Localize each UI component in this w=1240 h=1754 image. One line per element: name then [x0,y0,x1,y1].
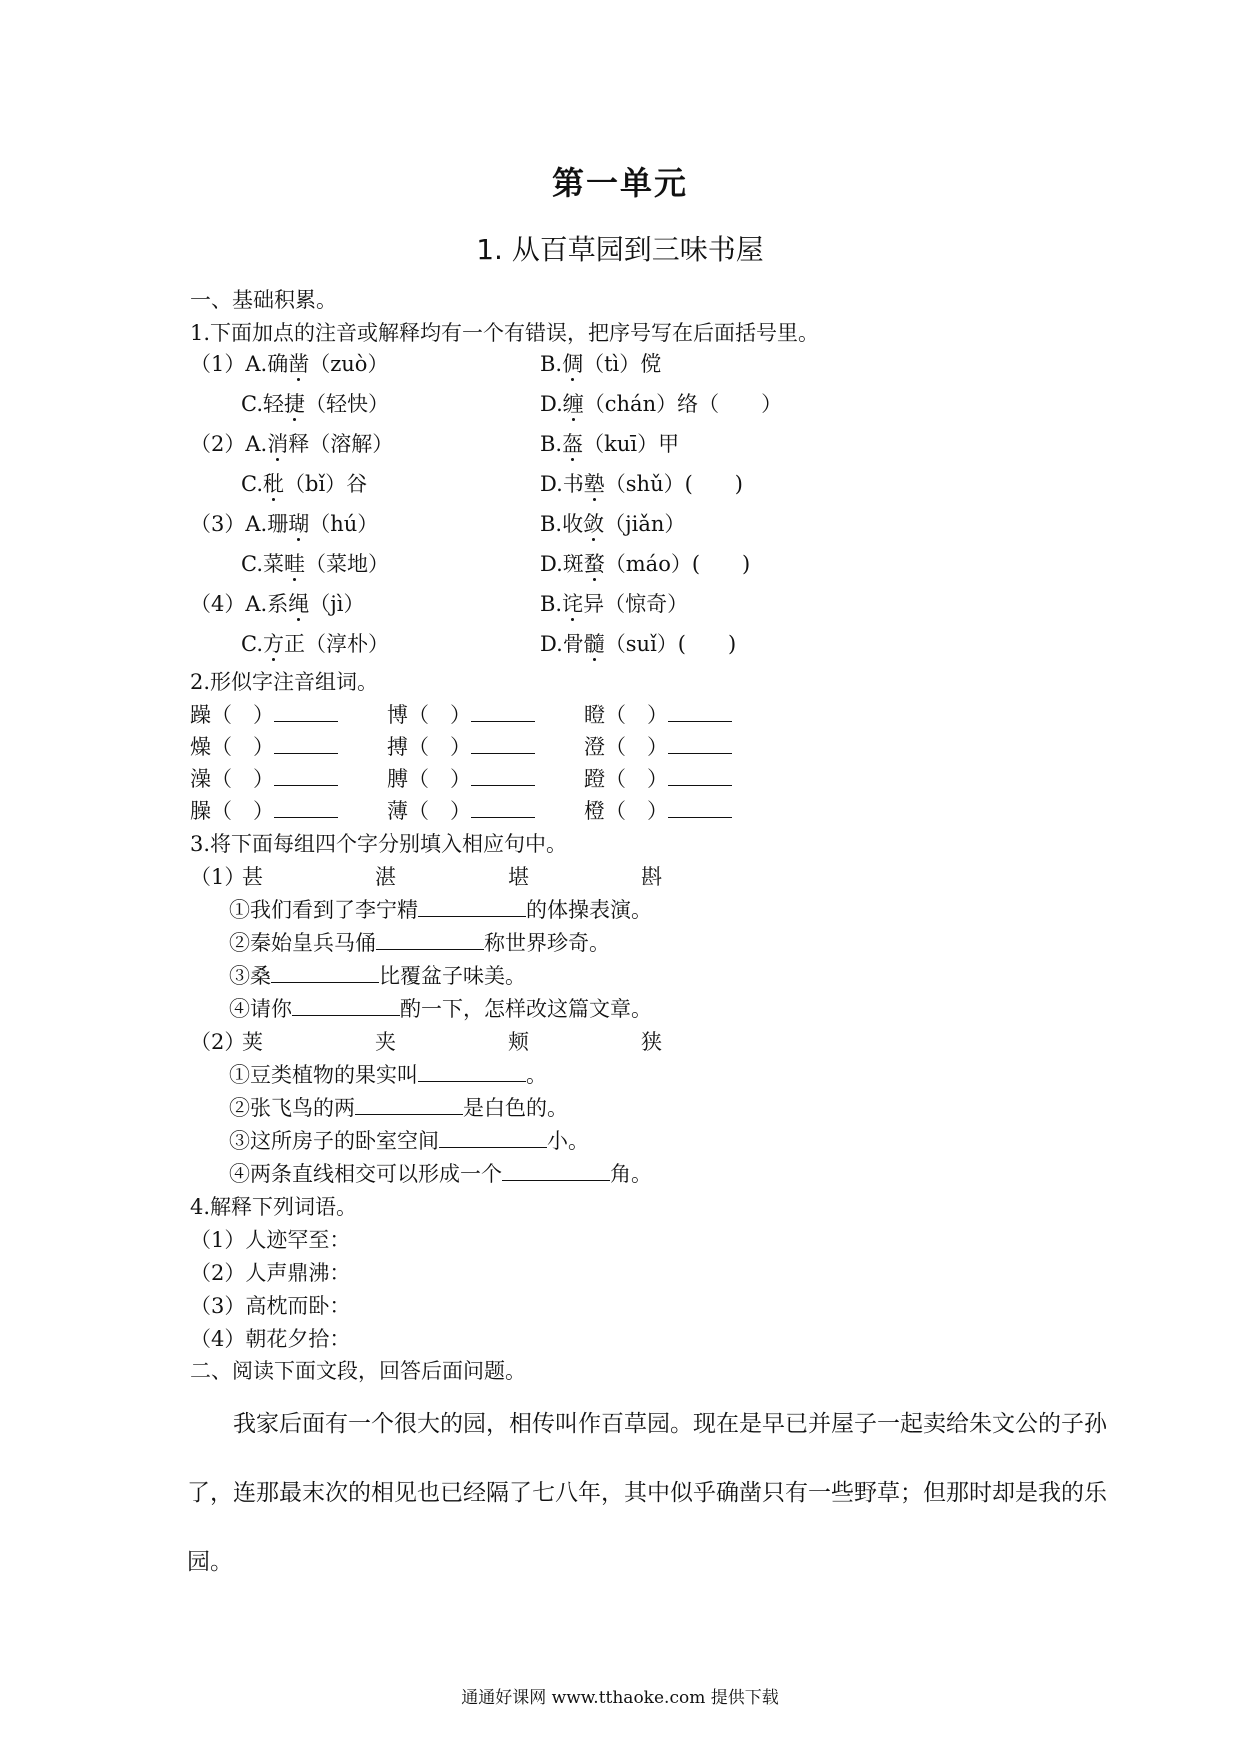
option-text: D. [540,392,563,416]
q1-group-3-option-d [540,550,750,578]
answer-blank[interactable] [668,733,732,754]
sentence-text: ②张飞鸟的两 [229,1096,355,1120]
option-text: （jì） [309,592,365,616]
dotted-char: 捷 [284,392,305,416]
dotted-char: 倜 [562,352,584,376]
answer-blank[interactable] [471,765,535,786]
answer-blank[interactable] [271,962,379,983]
answer-blank[interactable] [274,765,338,786]
q1-group-2-option-a [190,430,393,458]
dotted-char: 方 [263,632,284,656]
option-text: A.确 [245,352,289,376]
answer-blank[interactable] [418,1061,526,1082]
sentence-text: ②秦始皇兵马俑 [229,931,376,955]
dotted-char: 敛 [583,512,605,536]
q1-group-4-option-c [241,630,389,658]
dotted-char: 凿 [288,352,310,376]
answer-blank[interactable] [471,797,535,818]
q3-sentence [229,896,652,924]
q4-item: （1）人迹罕至： [190,1228,351,1252]
q1-group-2-option-b [540,430,679,458]
q1-group-4-option-a [190,590,364,618]
sentence-text: ③桑 [229,964,271,988]
option-text: （bǐ）谷 [284,472,368,496]
option-text: D.斑 [540,552,584,576]
q3-group-char: 甚 [242,865,263,889]
sentence-text: ③这所房子的卧室空间 [229,1129,439,1153]
q3-sentence [229,962,526,990]
option-text: B. [540,592,563,616]
q2-row-3-col-3 [584,765,732,793]
q3-group-number: （1） [190,865,246,889]
option-text: （zuò） [309,352,389,376]
answer-blank[interactable] [471,733,535,754]
answer-blank[interactable] [439,1127,547,1148]
q3-sentence [229,1127,589,1155]
sentence-text: 是白色的。 [463,1096,568,1120]
answer-blank[interactable] [502,1160,610,1181]
option-text: （轻快） [305,392,389,416]
pinyin-paren: （ ） [605,735,668,759]
q2-row-4-col-3 [584,797,732,825]
q1-group-1-option-c [241,390,389,418]
option-text: （chán）络（ ） [583,392,783,416]
q1-group-1-option-b [540,350,661,378]
q2-row-1-col-2 [387,701,535,729]
q2-row-1-col-3 [584,701,732,729]
option-text: B. [540,432,563,456]
answer-blank[interactable] [274,733,338,754]
dotted-char: 畦 [284,552,305,576]
group-number: （1） [190,352,246,376]
similar-char: 博 [387,703,408,727]
option-text: C. [241,472,263,496]
q3-group-char: 颊 [508,1030,529,1054]
sentence-text: 角。 [610,1162,652,1186]
option-text: （菜地） [305,552,389,576]
pinyin-paren: （ ） [211,767,274,791]
dotted-char: 消 [267,432,289,456]
pinyin-paren: （ ） [408,735,471,759]
answer-blank[interactable] [274,797,338,818]
q3-sentence [229,1160,652,1188]
q1-group-3-option-c [241,550,389,578]
sentence-text: 。 [526,1063,547,1087]
option-text: （suǐ）( ) [604,632,737,656]
passage-line: 了，连那最末次的相见也已经隔了七八年，其中似乎确凿只有一些野草；但那时却是我的乐 [187,1480,1107,1506]
group-number: （3） [190,512,246,536]
question-prompt: 1.下面加点的注音或解释均有一个有错误，把序号写在后面括号里。 [190,321,820,345]
q1-group-1-option-a [190,350,388,378]
option-text: A. [245,432,268,456]
pinyin-paren: （ ） [211,799,274,823]
similar-char: 橙 [584,799,605,823]
option-text: A.珊 [245,512,289,536]
option-text: D.骨 [540,632,584,656]
q1-group-3-option-b [540,510,685,538]
section-heading: 一、基础积累。 [190,288,337,312]
dotted-char: 盔 [562,432,584,456]
q3-group-char: 湛 [375,865,396,889]
q4-item: （2）人声鼎沸： [190,1261,351,1285]
similar-char: 澡 [190,767,211,791]
q3-sentence [229,1061,547,1089]
q1-group-1-option-d [540,390,782,418]
option-text: （tì）傥 [583,352,662,376]
q1-group-4-option-d [540,630,736,658]
q1-group-3-option-a [190,510,378,538]
q2-row-2-col-3 [584,733,732,761]
answer-blank[interactable] [668,701,732,722]
unit-title: 第一单元 [551,164,688,202]
sentence-text: ④两条直线相交可以形成一个 [229,1162,502,1186]
similar-char: 躁 [190,703,211,727]
option-text: A.系 [245,592,289,616]
dotted-char: 髓 [583,632,605,656]
sentence-text: ①豆类植物的果实叫 [229,1063,418,1087]
pinyin-paren: （ ） [408,703,471,727]
q2-row-1-col-1 [190,701,338,729]
answer-blank[interactable] [668,797,732,818]
dotted-char: 秕 [263,472,284,496]
q3-sentence [229,929,610,957]
dotted-char: 缠 [562,392,584,416]
option-text: （shǔ）( ) [604,472,743,496]
pinyin-paren: （ ） [408,767,471,791]
q1-group-4-option-b [540,590,688,618]
q2-row-3-col-2 [387,765,535,793]
group-number: （4） [190,592,246,616]
q3-group-char: 斟 [641,865,662,889]
answer-blank[interactable] [292,995,400,1016]
answer-blank[interactable] [274,701,338,722]
lesson-title: 1. 从百草园到三味书屋 [476,233,764,266]
option-text: 释（溶解） [288,432,394,456]
answer-blank[interactable] [668,765,732,786]
question-prompt: 3.将下面每组四个字分别填入相应句中。 [190,832,568,856]
sentence-text: ①我们看到了李宁精 [229,898,418,922]
dotted-char: 诧 [562,592,584,616]
footer-credit: 通通好课网 www.tthaoke.com 提供下载 [461,1688,779,1708]
option-text: （jiǎn） [604,512,686,536]
q2-row-4-col-1 [190,797,338,825]
q2-row-3-col-1 [190,765,338,793]
option-text: （kuī）甲 [583,432,680,456]
dotted-char: 蝥 [583,552,605,576]
answer-blank[interactable] [471,701,535,722]
option-text: B.收 [540,512,584,536]
q2-row-4-col-2 [387,797,535,825]
q3-sentence [229,995,652,1023]
q3-group-char: 堪 [508,865,529,889]
sentence-text: ④请你 [229,997,292,1021]
question-prompt: 2.形似字注音组词。 [190,670,379,694]
option-text: （máo）( ) [604,552,751,576]
q4-item: （3）高枕而卧： [190,1294,351,1318]
dotted-char: 塾 [583,472,605,496]
similar-char: 臊 [190,799,211,823]
answer-blank[interactable] [376,929,484,950]
option-text: （hú） [309,512,379,536]
pinyin-paren: （ ） [605,767,668,791]
pinyin-paren: （ ） [605,799,668,823]
sentence-text: 称世界珍奇。 [484,931,610,955]
option-text: B. [540,352,563,376]
option-text: 异（惊奇） [583,592,689,616]
similar-char: 薄 [387,799,408,823]
passage-line: 园。 [187,1549,233,1575]
q4-item: （4）朝花夕拾： [190,1327,351,1351]
similar-char: 瞪 [584,703,605,727]
similar-char: 蹬 [584,767,605,791]
answer-blank[interactable] [355,1094,463,1115]
q3-sentence [229,1094,568,1122]
pinyin-paren: （ ） [211,703,274,727]
q2-row-2-col-2 [387,733,535,761]
option-text: C. [241,632,263,656]
q3-group-char: 荚 [242,1030,263,1054]
sentence-text: 小。 [547,1129,589,1153]
dotted-char: 瑚 [288,512,310,536]
q2-row-2-col-1 [190,733,338,761]
similar-char: 澄 [584,735,605,759]
dotted-char: 绳 [288,592,310,616]
option-text: D.书 [540,472,584,496]
answer-blank[interactable] [418,896,526,917]
sentence-text: 比覆盆子味美。 [379,964,526,988]
pinyin-paren: （ ） [408,799,471,823]
similar-char: 搏 [387,735,408,759]
section-heading: 二、阅读下面文段，回答后面问题。 [190,1359,526,1383]
q3-group-char: 夹 [375,1030,396,1054]
similar-char: 燥 [190,735,211,759]
option-text: 正（淳朴） [284,632,389,656]
option-text: C.轻 [241,392,284,416]
sentence-text: 酌一下，怎样改这篇文章。 [400,997,652,1021]
passage-line: 我家后面有一个很大的园，相传叫作百草园。现在是早已并屋子一起卖给朱文公的子孙 [233,1411,1107,1437]
question-prompt: 4.解释下列词语。 [190,1195,358,1219]
similar-char: 膊 [387,767,408,791]
q1-group-2-option-d [540,470,743,498]
pinyin-paren: （ ） [211,735,274,759]
option-text: C.菜 [241,552,284,576]
group-number: （2） [190,432,246,456]
q1-group-2-option-c [241,470,367,498]
q3-group-char: 狭 [641,1030,662,1054]
sentence-text: 的体操表演。 [526,898,652,922]
q3-group-number: （2） [190,1030,246,1054]
pinyin-paren: （ ） [605,703,668,727]
